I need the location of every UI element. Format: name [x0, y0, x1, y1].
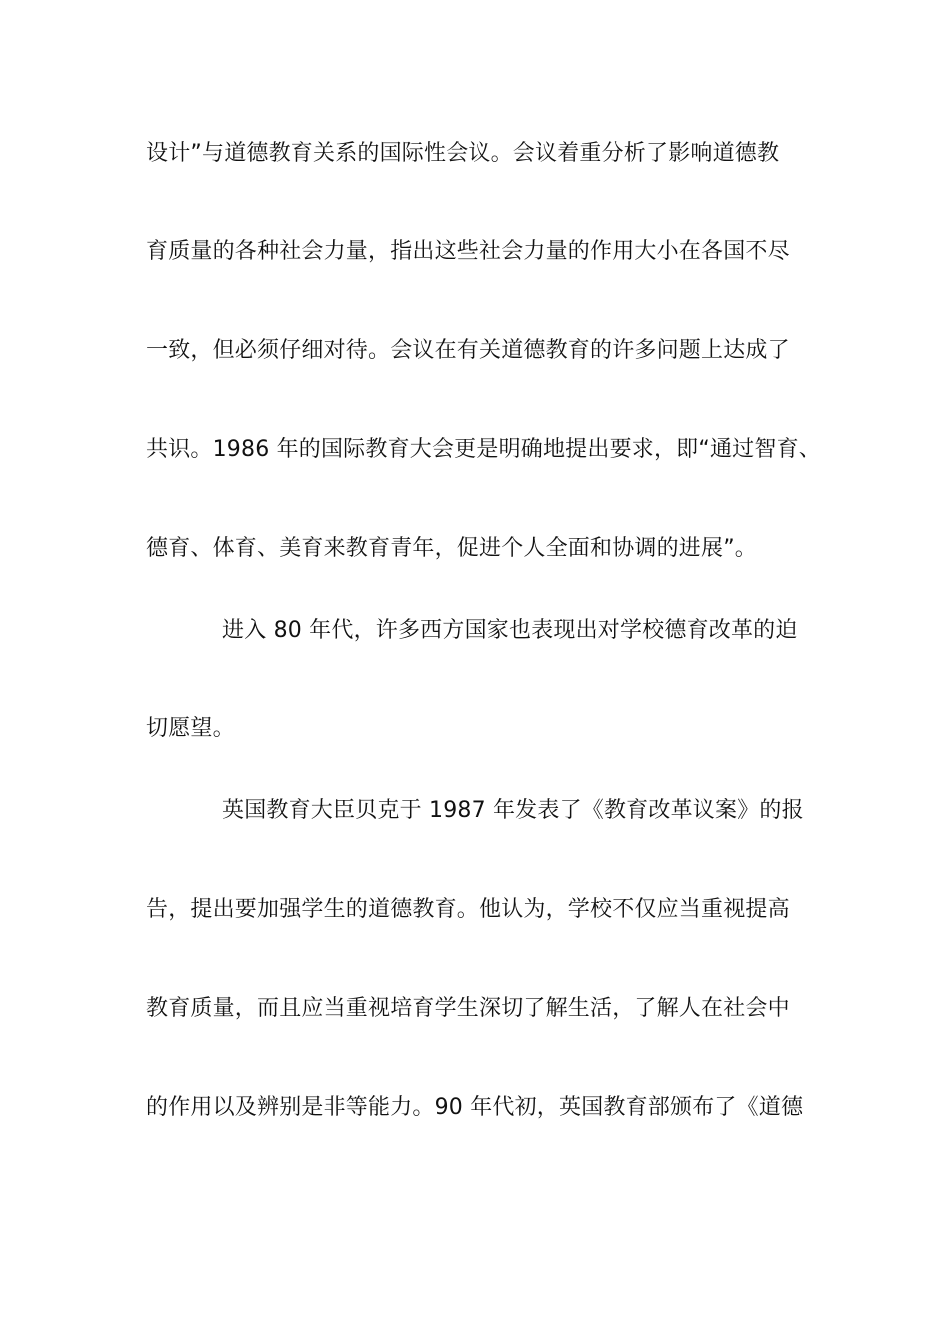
text-line-5: 德育、体育、美育来教育青年，促进个人全面和协调的进展”。 — [146, 536, 757, 561]
text-line-9: 告，提出要加强学生的道德教育。他认为，学校不仅应当重视提高 — [146, 897, 790, 922]
text-line-10: 教育质量，而且应当重视培育学生深切了解生活，了解人在社会中 — [146, 996, 790, 1021]
text-line-8: 英国教育大臣贝克于 1987 年发表了《教育改革议案》的报 — [222, 798, 804, 823]
text-line-11: 的作用以及辨别是非等能力。90 年代初，英国教育部颁布了《道德 — [146, 1095, 804, 1120]
text-line-2: 育质量的各种社会力量，指出这些社会力量的作用大小在各国不尽 — [146, 239, 790, 264]
text-line-7: 切愿望。 — [146, 716, 235, 741]
text-line-3: 一致，但必须仔细对待。会议在有关道德教育的许多问题上达成了 — [146, 338, 790, 363]
text-line-1: 设计”与道德教育关系的国际性会议。会议着重分析了影响道德教 — [146, 141, 780, 166]
text-line-4: 共识。1986 年的国际教育大会更是明确地提出要求，即“通过智育、 — [146, 437, 821, 462]
text-line-6: 进入 80 年代，许多西方国家也表现出对学校德育改革的迫 — [222, 618, 798, 643]
